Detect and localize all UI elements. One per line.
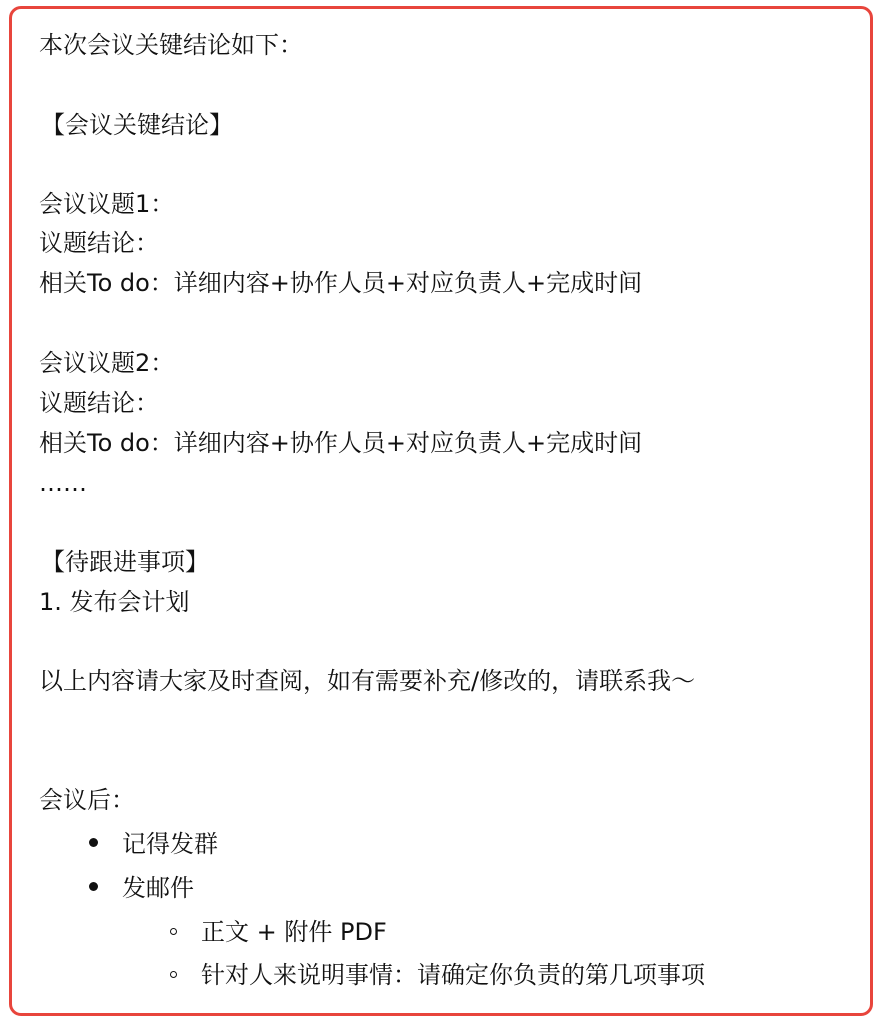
- topic-1-todo: 相关To do：详细内容+协作人员+对应负责人+完成时间: [39, 269, 643, 297]
- followup-header: 【待跟进事项】: [41, 548, 209, 576]
- hollow-bullet-icon: [170, 928, 177, 935]
- followup-item: 1. 发布会计划: [39, 588, 190, 616]
- closing-line: 以上内容请大家及时查阅，如有需要补充/修改的，请联系我～: [39, 667, 696, 695]
- topic-1-conclusion: 议题结论：: [39, 229, 159, 257]
- conclusions-header: 【会议关键结论】: [41, 111, 233, 139]
- meeting-notes-document: [39, 0, 859, 1024]
- topic-2-title: 会议议题2：: [39, 349, 175, 377]
- hollow-bullet-icon: [170, 971, 177, 978]
- email-subitem-2: 针对人来说明事情：请确定你负责的第几项事项: [201, 961, 705, 989]
- after-meeting-label: 会议后：: [39, 786, 135, 814]
- intro-line: 本次会议关键结论如下：: [39, 31, 303, 59]
- ellipsis: ……: [39, 469, 87, 497]
- topic-2-todo: 相关To do：详细内容+协作人员+对应负责人+完成时间: [39, 429, 643, 457]
- topic-1-title: 会议议题1：: [39, 190, 175, 218]
- bullet-icon: [89, 882, 98, 891]
- after-meeting-item-2: 发邮件: [122, 874, 194, 902]
- bullet-icon: [89, 838, 98, 847]
- email-subitem-1: 正文 + 附件 PDF: [201, 918, 387, 946]
- topic-2-conclusion: 议题结论：: [39, 389, 159, 417]
- after-meeting-item-1: 记得发群: [122, 830, 218, 858]
